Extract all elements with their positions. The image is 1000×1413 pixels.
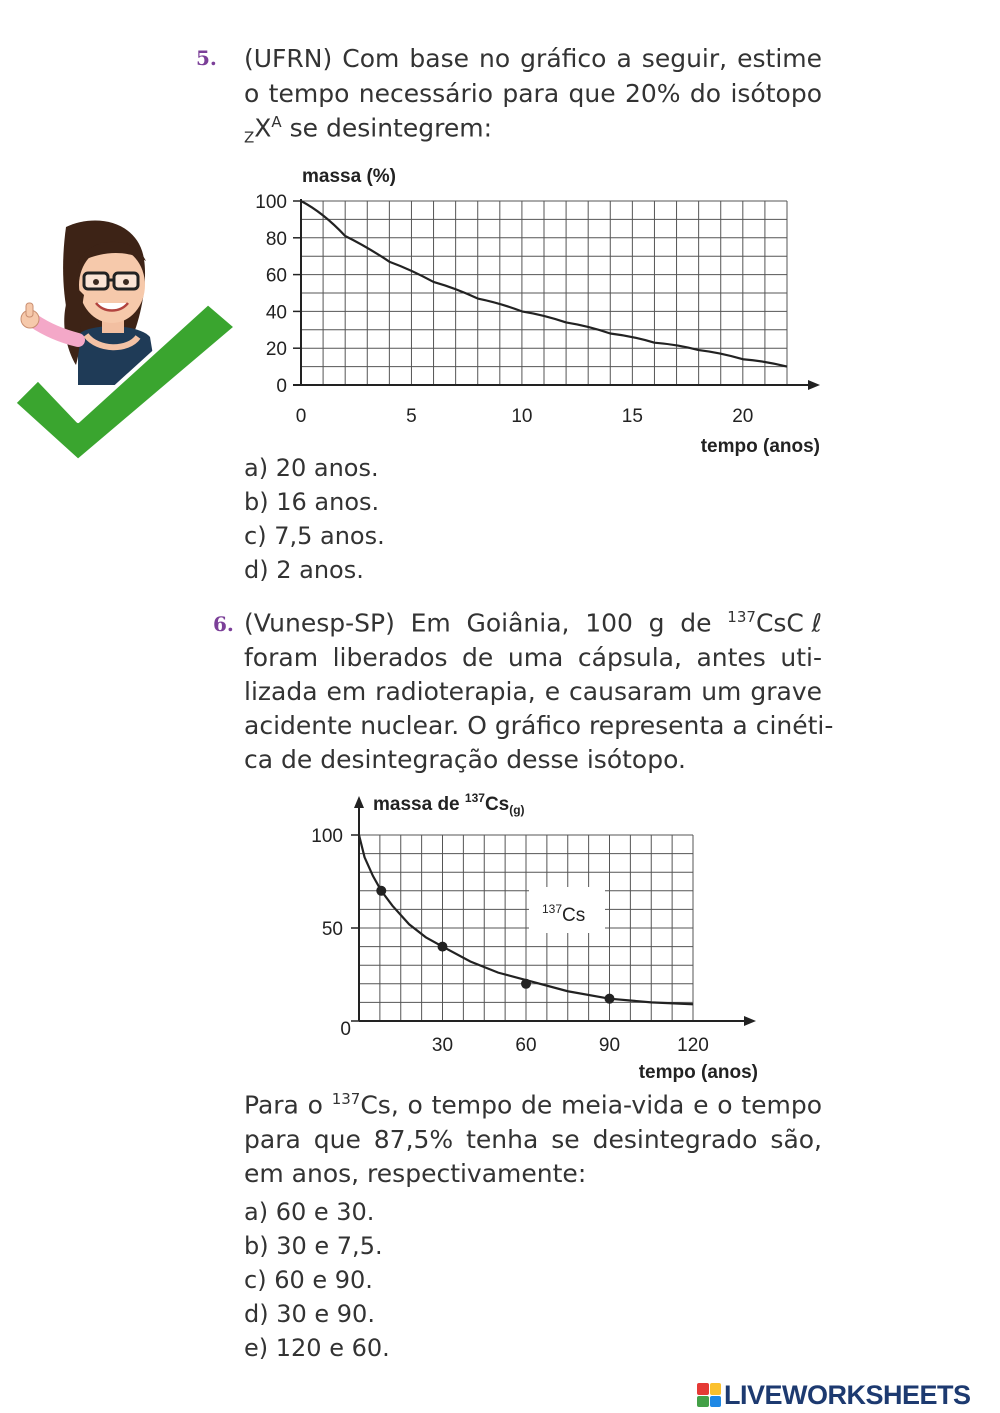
chart-1	[230, 160, 830, 460]
chart-2-ytick-label: 50	[321, 919, 343, 940]
chart-1-grid	[301, 201, 787, 385]
question-6-line-5: ca de desintegração desse isótopo.	[244, 745, 686, 774]
question-6-line-1-sup: 137	[727, 608, 756, 626]
chart-1-xtick-label: 10	[511, 406, 533, 427]
question-5-line-3	[244, 113, 492, 146]
chart-1-axes	[293, 199, 820, 390]
question-6-option-c[interactable]: c) 60 e 90.	[244, 1266, 373, 1294]
chart-2-annotation-sup: 137	[542, 902, 563, 916]
question-6-option-b[interactable]: b) 30 e 7,5.	[244, 1232, 383, 1260]
chart-2-marker	[521, 979, 531, 989]
chart-1-xtick-label: 20	[732, 406, 754, 427]
isotope-x: X	[254, 113, 272, 143]
question-6-line-1-text: (Vunesp-SP) Em Goiânia, 100 g de	[244, 608, 728, 638]
question-5-option-a[interactable]: a) 20 anos.	[244, 454, 379, 482]
chart-1-ytick-label: 80	[265, 228, 287, 250]
chart-1-ytick-label: 100	[255, 192, 287, 213]
liveworksheets-brand[interactable]	[697, 1378, 971, 1412]
chart-2-ytick-label: 100	[311, 826, 343, 847]
chart-1-ytick-label: 20	[265, 339, 287, 361]
chart-2-xtick-label: 90	[598, 1035, 621, 1056]
question-6-prompt-2: para que 87,5% tenha se desintegrado são,	[244, 1125, 822, 1154]
question-6-option-d[interactable]: d) 30 e 90.	[244, 1300, 375, 1328]
chart-1-x-arrow	[808, 380, 820, 390]
question-6-option-a[interactable]: a) 60 e 30.	[244, 1198, 375, 1226]
chart-1-ytick-label: 0	[276, 376, 287, 397]
chart-2-x-arrow	[744, 1016, 756, 1026]
chart-2	[290, 788, 770, 1088]
isotope-z: Z	[244, 128, 255, 147]
question-5-option-b[interactable]: b) 16 anos.	[244, 488, 380, 516]
question-6-prompt-1-text: Para o	[244, 1090, 332, 1120]
chart-2-ytick-label: 0	[340, 1019, 351, 1040]
isotope-a: A	[271, 113, 282, 131]
chart-1-tick-labels	[255, 192, 753, 427]
teacher-mascot	[8, 215, 240, 465]
chart-2-marker	[438, 942, 448, 952]
liveworksheets-logo-icon	[697, 1383, 721, 1407]
chart-1-ytick-label: 60	[265, 265, 287, 287]
question-6-line-4: acidente nuclear. O gráfico representa a cinéti-	[244, 711, 834, 740]
chart-2-ylabel-sub: (g)	[509, 803, 525, 817]
chart-1-xlabel: tempo (anos)	[700, 436, 820, 457]
question-6-option-e[interactable]: e) 120 e 60.	[244, 1334, 390, 1362]
chart-2-ylabel-text: massa de	[373, 794, 465, 815]
question-5-number: 5.	[196, 46, 217, 70]
question-5-option-c[interactable]: c) 7,5 anos.	[244, 522, 385, 550]
question-6-prompt-1-rest: Cs, o tempo de meia-vida e o tempo	[360, 1090, 823, 1120]
liveworksheets-name: LIVEWORKSHEETS	[724, 1379, 971, 1410]
chart-2-xlabel: tempo (anos)	[638, 1062, 758, 1083]
question-6-prompt-1	[244, 1090, 822, 1119]
chart-1-xtick-label: 0	[295, 406, 307, 427]
chart-2-xtick-label: 120	[677, 1035, 709, 1056]
question-6-prompt-1-sup: 137	[331, 1090, 361, 1108]
question-6-line-2: foram liberados de uma cápsula, antes uti-	[244, 643, 822, 672]
question-6-prompt-3: em anos, respectivamente:	[244, 1159, 587, 1188]
question-6-number: 6.	[213, 612, 234, 636]
question-5-line-2: o tempo necessário para que 20% do isótopo	[244, 79, 822, 108]
chart-1-xtick-label: 5	[406, 406, 417, 427]
chart-1-xtick-label: 15	[621, 406, 643, 427]
chart-2-xtick-label: 60	[515, 1035, 537, 1056]
chart-2-marker	[376, 886, 386, 896]
chart-2-annotation-main: Cs	[562, 905, 586, 926]
chart-1-ytick-label: 40	[265, 302, 287, 324]
chart-2-ylabel	[373, 791, 525, 817]
question-6-line-3: lizada em radioterapia, e causaram um grave	[244, 677, 822, 706]
question-6-compound: CsCℓ	[755, 608, 823, 638]
chart-1-ylabel: massa (%)	[302, 166, 396, 187]
question-5-option-d[interactable]: d) 2 anos.	[244, 556, 364, 584]
question-6-line-1	[244, 608, 822, 637]
chart-2-grid	[359, 835, 693, 1021]
chart-2-ylabel-sup: 137	[464, 791, 485, 805]
chart-2-xtick-label: 30	[431, 1035, 454, 1056]
chart-2-marker	[605, 994, 615, 1004]
question-5-line-3-text: se desintegrem:	[281, 113, 492, 143]
question-5-line-1: (UFRN) Com base no gráfico a seguir, estime	[244, 44, 822, 73]
chart-2-ylabel-main: Cs	[484, 794, 510, 815]
chart-2-y-arrow	[354, 796, 364, 808]
